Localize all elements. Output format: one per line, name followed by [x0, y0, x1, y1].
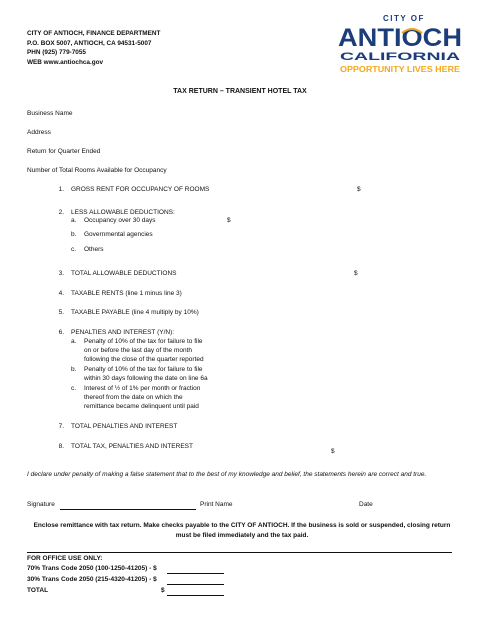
office-row-label: 70% Trans Code 2050 (100-1250-41205) - $ [27, 565, 157, 572]
sub-line: thereof from the date on which the [84, 394, 183, 401]
item-label: LESS ALLOWABLE DEDUCTIONS: [71, 209, 175, 216]
sub-letter: a. [71, 338, 77, 345]
item-number: 6. [58, 329, 64, 336]
address-line: WEB www.antiochca.gov [27, 58, 104, 66]
sub-letter: b. [71, 231, 77, 238]
address-line: P.O. BOX 5007, ANTIOCH, CA 94531-5007 [27, 39, 152, 47]
sub-letter: a. [71, 217, 77, 224]
item-label: PENALTIES AND INTEREST (Y/N): [71, 329, 175, 336]
item-label: TOTAL ALLOWABLE DEDUCTIONS [71, 270, 177, 277]
date-label: Date [359, 501, 373, 508]
sub-label: Occupancy over 30 days [84, 217, 156, 224]
logo-city-of: CITY OF [383, 14, 425, 23]
item-number: 3. [58, 270, 64, 277]
sub-line: Penalty of 10% of the tax for failure to file [84, 338, 203, 345]
rooms-label: Number of Total Rooms Available for Occupancy [27, 167, 167, 174]
sub-line: remittance became delinquent until paid [84, 403, 199, 410]
form-title: TAX RETURN – TRANSIENT HOTEL TAX [173, 88, 307, 95]
sub-line: within 30 days following the date on line 6a [84, 375, 208, 382]
dollar-sign: $ [331, 448, 335, 455]
office-heading: FOR OFFICE USE ONLY: [27, 555, 103, 562]
business-name-label: Business Name [27, 110, 73, 117]
declaration-text: I declare under penalty of making a false statement that to the best of my knowledge and belief, the statements herein are correct and true. [27, 471, 427, 478]
item-label: TOTAL TAX, PENALTIES AND INTEREST [71, 443, 193, 450]
logo-tagline: OPPORTUNITY LIVES HERE [340, 65, 461, 74]
office-row-label: TOTAL [27, 587, 49, 594]
signature-label: Signature [27, 501, 55, 508]
item-label: GROSS RENT FOR OCCUPANCY OF ROOMS [71, 186, 210, 193]
item-number: 8. [58, 443, 64, 450]
item-number: 4. [58, 290, 64, 297]
logo-state: CALIFORNIA [340, 51, 461, 63]
address-line: CITY OF ANTIOCH, FINANCE DEPARTMENT [27, 30, 161, 37]
department-address [27, 29, 160, 67]
dollar-sign: $ [227, 217, 231, 224]
city-logo [336, 12, 464, 80]
item-number: 1. [58, 186, 64, 193]
office-amount-line[interactable] [167, 595, 224, 596]
sub-label: Others [84, 246, 104, 253]
item-label: TAXABLE RENTS (line 1 minus line 3) [71, 290, 182, 297]
address-label: Address [27, 129, 51, 136]
item-number: 7. [58, 423, 64, 430]
print-name-label: Print Name [200, 501, 233, 508]
item-label: TAXABLE PAYABLE (line 4 multiply by 10%) [71, 309, 199, 316]
item-number: 2. [58, 209, 64, 216]
sub-letter: b. [71, 366, 77, 373]
quarter-label: Return for Quarter Ended [27, 148, 101, 155]
logo-name: ANTIOCH [338, 24, 462, 52]
dollar-sign: $ [161, 587, 165, 594]
sub-line: Interest of ½ of 1% per month or fraction [84, 385, 201, 392]
dollar-sign: $ [357, 186, 361, 193]
sub-label: Governmental agencies [84, 231, 153, 238]
office-row-label: 30% Trans Code 2050 (215-4320-41205) - $ [27, 576, 157, 583]
item-number: 5. [58, 309, 64, 316]
sub-line: Penalty of 10% of the tax for failure to file [84, 366, 203, 373]
remittance-instructions: Enclose remittance with tax return. Make checks payable to the CITY OF ANTIOCH. If the business is sold or suspended, closing return must be filed immediately and the tax paid. [33, 522, 451, 539]
item-label: TOTAL PENALTIES AND INTEREST [71, 423, 178, 430]
sub-letter: c. [71, 246, 77, 253]
sub-line: following the close of the quarter reported [84, 356, 204, 363]
dollar-sign: $ [354, 270, 358, 277]
office-amount-line[interactable] [167, 573, 224, 574]
sub-line: on or before the last day of the month [84, 347, 193, 354]
signature-line[interactable] [60, 509, 196, 510]
address-line: PHN (925) 779-7055 [27, 49, 86, 57]
office-amount-line[interactable] [167, 584, 224, 585]
sub-letter: c. [71, 385, 77, 392]
office-divider [27, 552, 452, 553]
